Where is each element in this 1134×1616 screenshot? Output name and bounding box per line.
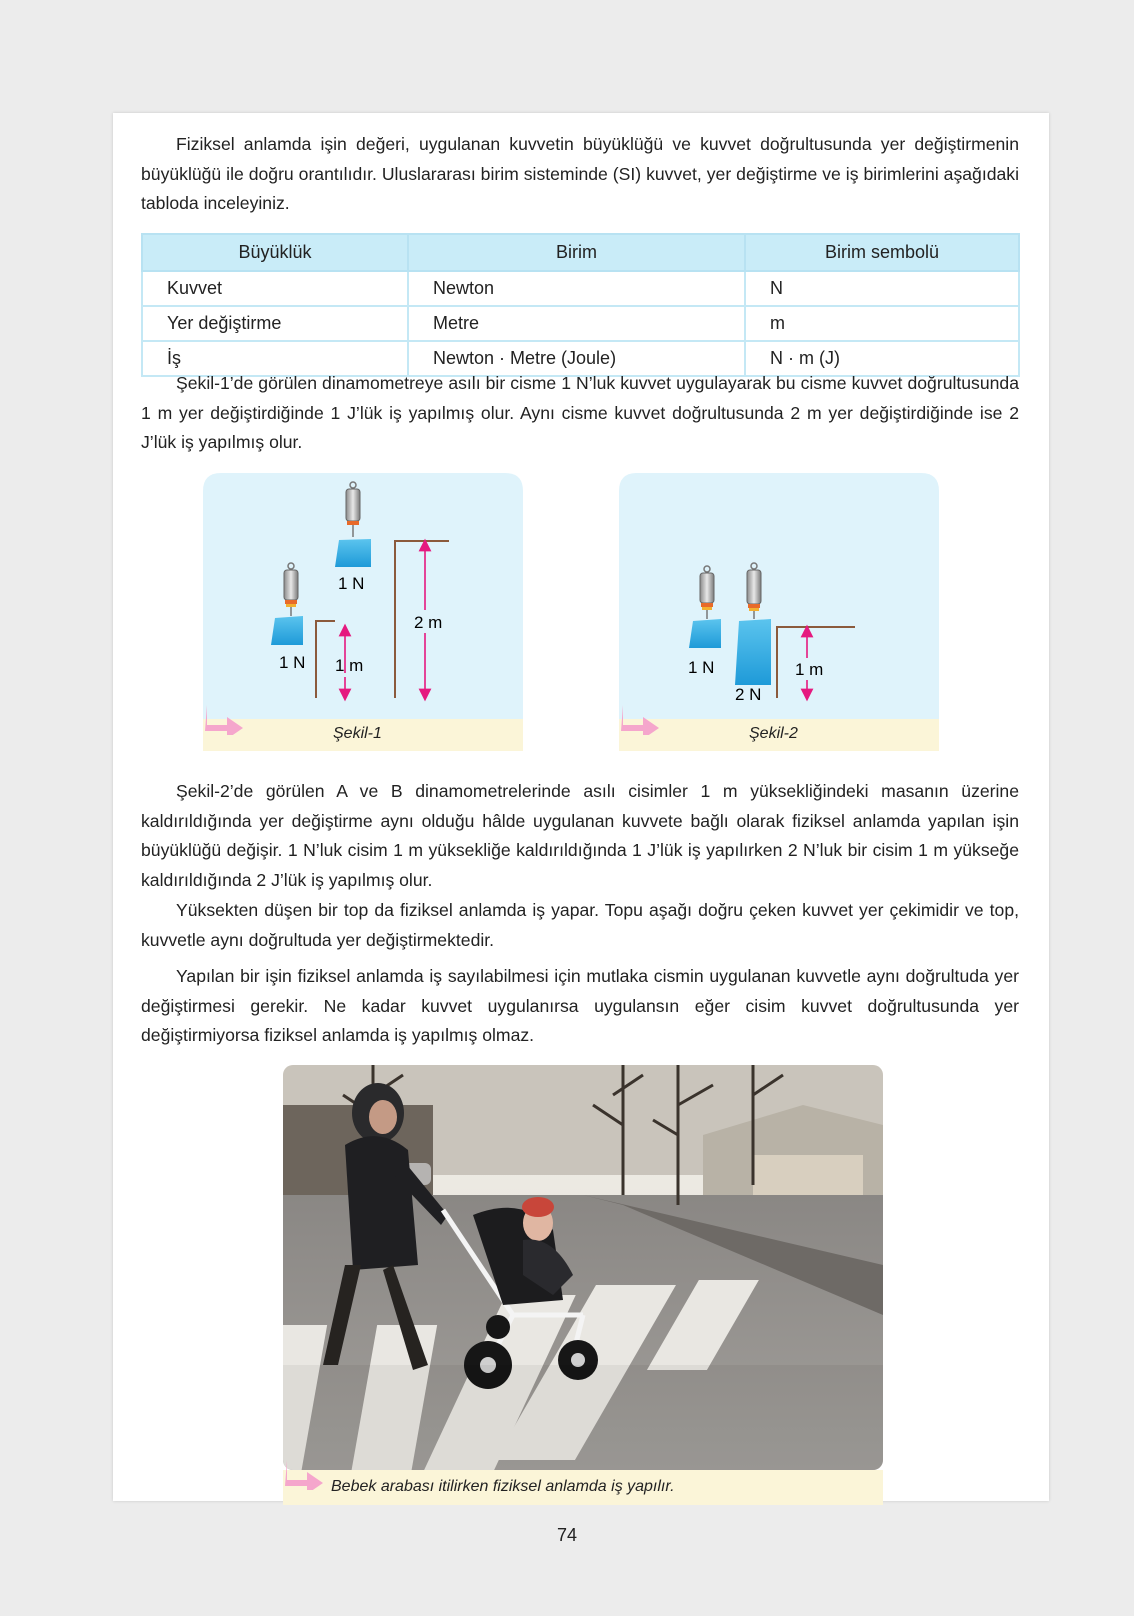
- label-1n: 1 N: [688, 658, 715, 677]
- box-1n-top: [335, 539, 371, 567]
- label-2n: 2 N: [735, 685, 762, 704]
- table-header-cell: Birim: [408, 234, 745, 271]
- pink-arrow-icon: [203, 703, 249, 735]
- table-cell: İş: [142, 341, 408, 376]
- label-1n-top: 1 N: [338, 574, 365, 593]
- figure-2-caption: Şekil-2: [749, 725, 798, 742]
- label-2m: 2 m: [414, 613, 443, 632]
- photo-caption-bar: [283, 1470, 883, 1505]
- si-units-table: [141, 233, 1020, 377]
- label-1m: 1 m: [795, 660, 824, 679]
- table-cell: Metre: [408, 306, 745, 341]
- box-2n: [735, 619, 771, 685]
- figure-2-caption-bar: [619, 719, 939, 751]
- textbook-page: [113, 113, 1049, 1501]
- figure-1: [203, 473, 523, 753]
- box-1n-small: [271, 616, 303, 645]
- label-1m: 1 m: [335, 656, 364, 675]
- pink-arrow-icon: [283, 1458, 329, 1490]
- table-cell: Newton: [408, 271, 745, 306]
- pink-arrow-icon: [619, 703, 665, 735]
- figure-1-diagram: [203, 473, 523, 723]
- stroller-photo: [283, 1065, 883, 1470]
- paragraph-figure1: Şekil-1’de görülen dinamometreye asılı bir cisme 1 N’luk kuvvet uygulayarak bu cisme kuvvet doğrultusunda 1 m yer değiştirdiğinde 1 J’lük iş yapılmış olur. Aynı cisme kuvvet doğrultusunda 2 m yer değiştirdiğinde ise 2 J’lük iş yapılmış olur.: [141, 373, 1019, 452]
- dynamometer-icon: [747, 563, 761, 619]
- panel-background: [203, 473, 523, 723]
- panel-background: [619, 473, 939, 723]
- table-cell: N: [745, 271, 1019, 306]
- table-header-cell: Birim sembolü: [745, 234, 1019, 271]
- label-1n-small: 1 N: [279, 653, 306, 672]
- paragraph-intro: Fiziksel anlamda işin değeri, uygulanan kuvvetin büyüklüğü ve kuvvet doğrultusunda yer değiştirmenin büyüklüğü ile doğru orantılıdır. Uluslararası birim sisteminde (SI) kuvvet, yer değiştirme ve iş birimlerini aşağıdaki tabloda inceleyiniz.: [141, 134, 1019, 213]
- figure-2-diagram: [619, 473, 939, 723]
- table-row: [142, 271, 1019, 306]
- figure-2: [619, 473, 939, 753]
- table-cell: Newton · Metre (Joule): [408, 341, 745, 376]
- figure-1-caption-bar: [203, 719, 523, 751]
- photo-caption: Bebek arabası itilirken fiziksel anlamda iş yapılır.: [331, 1478, 675, 1495]
- table-header-row: [142, 234, 1019, 271]
- table-cell: m: [745, 306, 1019, 341]
- stroller-photo-illustration: [283, 1065, 883, 1470]
- figure-1-caption: Şekil-1: [333, 725, 382, 742]
- table-row: [142, 306, 1019, 341]
- box-1n: [689, 619, 721, 648]
- paragraph-falling-ball: Yüksekten düşen bir top da fiziksel anlamda iş yapar. Topu aşağı doğru çeken kuvvet yer çekimidir ve top, kuvvetle aynı doğrultuda yer değiştirmektedir.: [141, 900, 1019, 950]
- table-cell: N · m (J): [745, 341, 1019, 376]
- page-number: 74: [556, 1525, 578, 1545]
- paragraph-work-condition: Yapılan bir işin fiziksel anlamda iş sayılabilmesi için mutlaka cismin uygulanan kuvvetle aynı doğrultuda yer değiştirmesi gerekir. Ne kadar kuvvet uygulanırsa uygulansın eğer cisim kuvvet doğrultusunda yer değiştirmiyorsa fiziksel anlamda iş yapılmış olmaz.: [141, 966, 1019, 1045]
- table-header-cell: Büyüklük: [142, 234, 408, 271]
- paragraph-figure2: Şekil-2’de görülen A ve B dinamometrelerinde asılı cisimler 1 m yüksekliğindeki masanın üzerine kaldırıldığında yer değiştirme aynı olduğu hâlde uygulanan kuvvete bağlı olarak fiziksel anlamda yapılan işin büyüklüğü değişir. 1 N’luk cisim 1 m yüksekliğe kaldırıldığında 1 J’lük iş yapılırken 2 N’luk bir cisim 1 m yükseğe kaldırıldığında 2 J’lük iş yapılmış olur.: [141, 781, 1019, 890]
- table-cell: Yer değiştirme: [142, 306, 408, 341]
- table-cell: Kuvvet: [142, 271, 408, 306]
